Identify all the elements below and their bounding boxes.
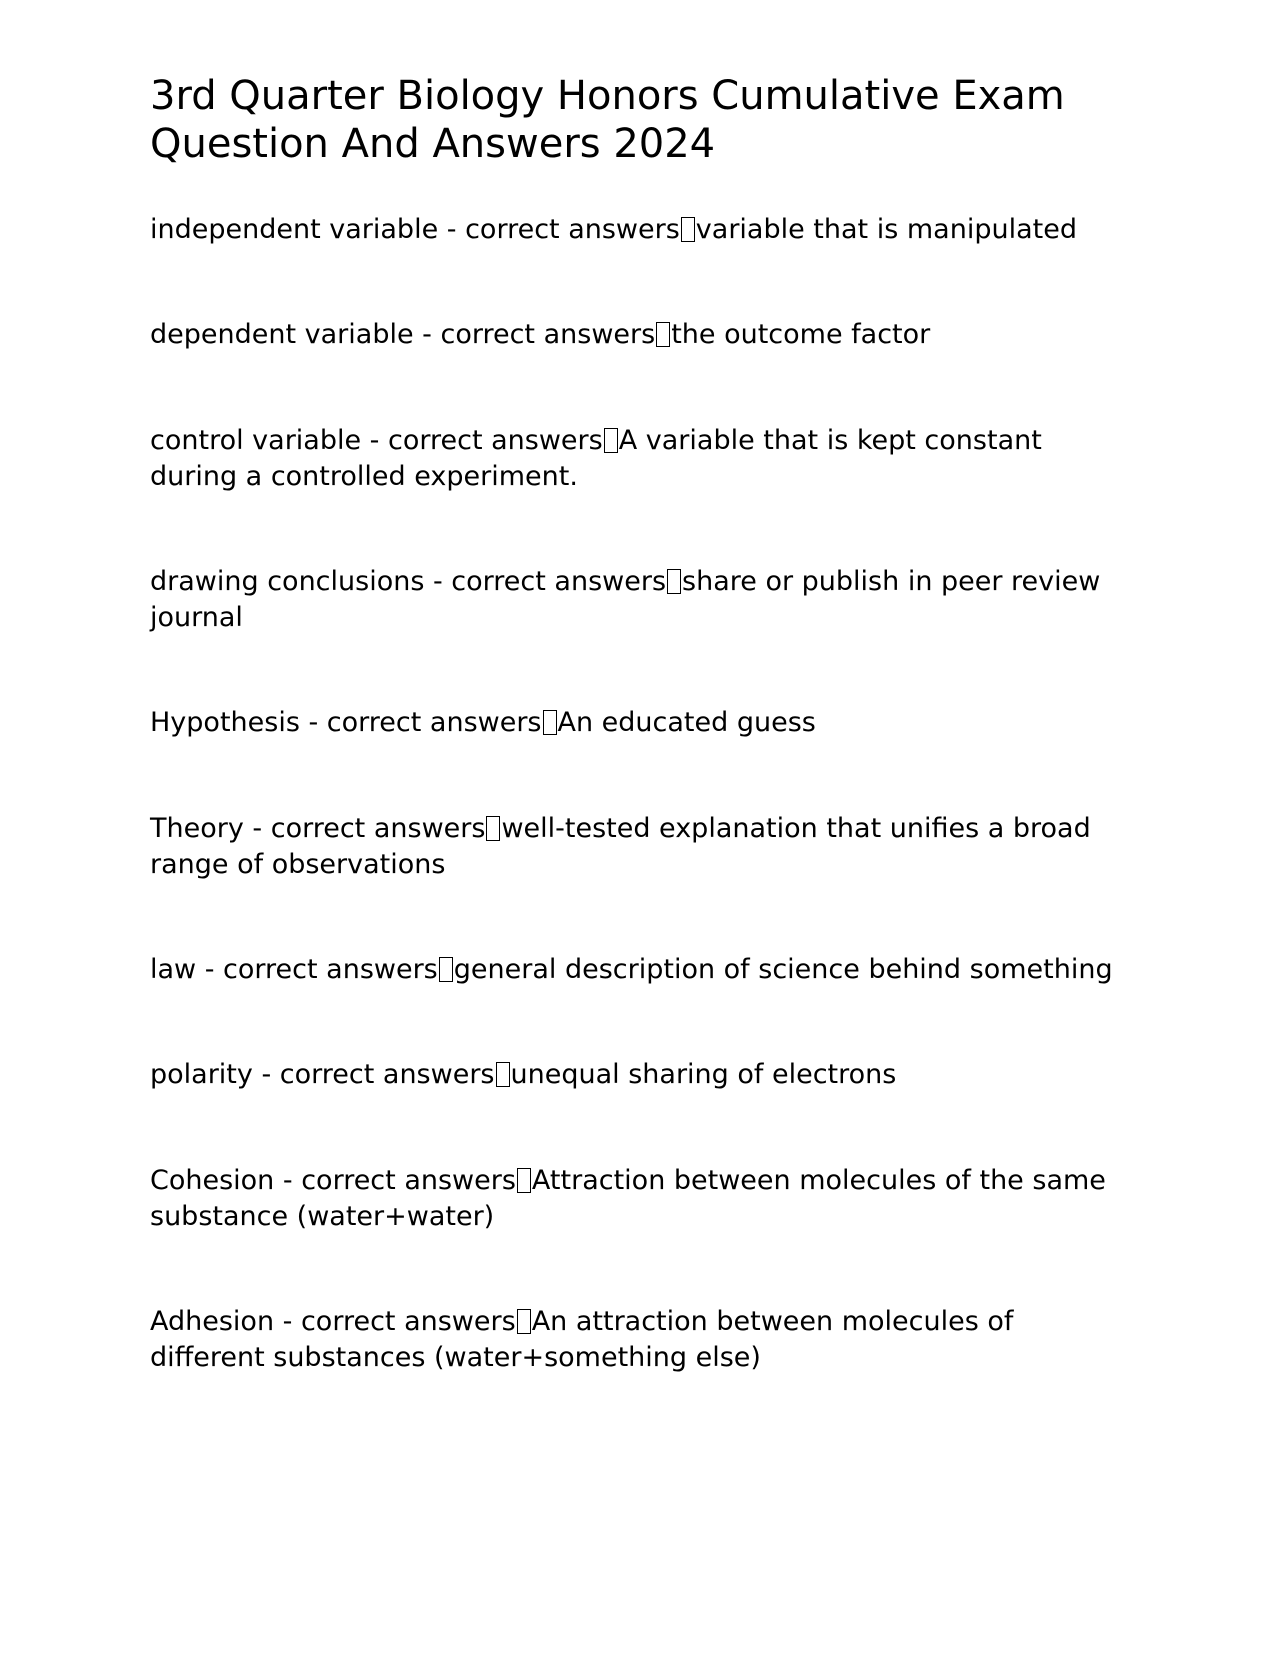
qa-item-adhesion <box>150 1304 1130 1376</box>
qa-answer: An attraction between molecules of different substances (water+something else) <box>150 1306 1014 1373</box>
qa-answer: A variable that is kept constant during a controlled experiment. <box>150 425 1042 492</box>
missing-glyph-icon <box>517 1168 531 1193</box>
missing-glyph-icon <box>604 428 618 453</box>
document-page <box>150 72 1130 1445</box>
missing-glyph-icon <box>439 957 453 982</box>
qa-term: Theory - correct answers <box>150 813 486 844</box>
qa-item-dependent-variable <box>150 317 1130 353</box>
missing-glyph-icon <box>667 569 681 594</box>
missing-glyph-icon <box>517 1309 531 1334</box>
page-title: 3rd Quarter Biology Honors Cumulative Exam Question And Answers 2024 <box>150 73 1065 167</box>
qa-item-control-variable <box>150 423 1130 495</box>
qa-answer: well-tested explanation that unifies a broad range of observations <box>150 813 1091 880</box>
qa-item-law <box>150 952 1130 988</box>
qa-term: dependent variable - correct answers <box>150 319 656 350</box>
qa-answer: An educated guess <box>557 707 816 738</box>
missing-glyph-icon <box>681 217 695 242</box>
qa-term: Hypothesis - correct answers <box>150 707 542 738</box>
qa-item-hypothesis <box>150 705 1130 741</box>
qa-term: independent variable - correct answers <box>150 214 680 245</box>
qa-item-theory <box>150 811 1130 883</box>
qa-term: Cohesion - correct answers <box>150 1165 516 1196</box>
qa-answer: share or publish in peer review journal <box>150 566 1101 633</box>
qa-answer: unequal sharing of electrons <box>510 1059 897 1090</box>
qa-item-independent-variable <box>150 212 1130 248</box>
qa-item-cohesion <box>150 1163 1130 1235</box>
qa-list <box>150 212 1130 1376</box>
qa-term: law - correct answers <box>150 954 438 985</box>
qa-answer: general description of science behind something <box>453 954 1113 985</box>
qa-answer: the outcome factor <box>671 319 931 350</box>
qa-answer: variable that is manipulated <box>695 214 1077 245</box>
qa-answer: Attraction between molecules of the same substance (water+water) <box>150 1165 1106 1232</box>
qa-term: Adhesion - correct answers <box>150 1306 516 1337</box>
qa-item-polarity <box>150 1057 1130 1093</box>
qa-term: drawing conclusions - correct answers <box>150 566 667 597</box>
missing-glyph-icon <box>486 816 500 841</box>
missing-glyph-icon <box>656 322 670 347</box>
missing-glyph-icon <box>543 710 557 735</box>
qa-term: polarity - correct answers <box>150 1059 495 1090</box>
qa-term: control variable - correct answers <box>150 425 603 456</box>
qa-item-drawing-conclusions <box>150 564 1130 636</box>
missing-glyph-icon <box>496 1062 510 1087</box>
